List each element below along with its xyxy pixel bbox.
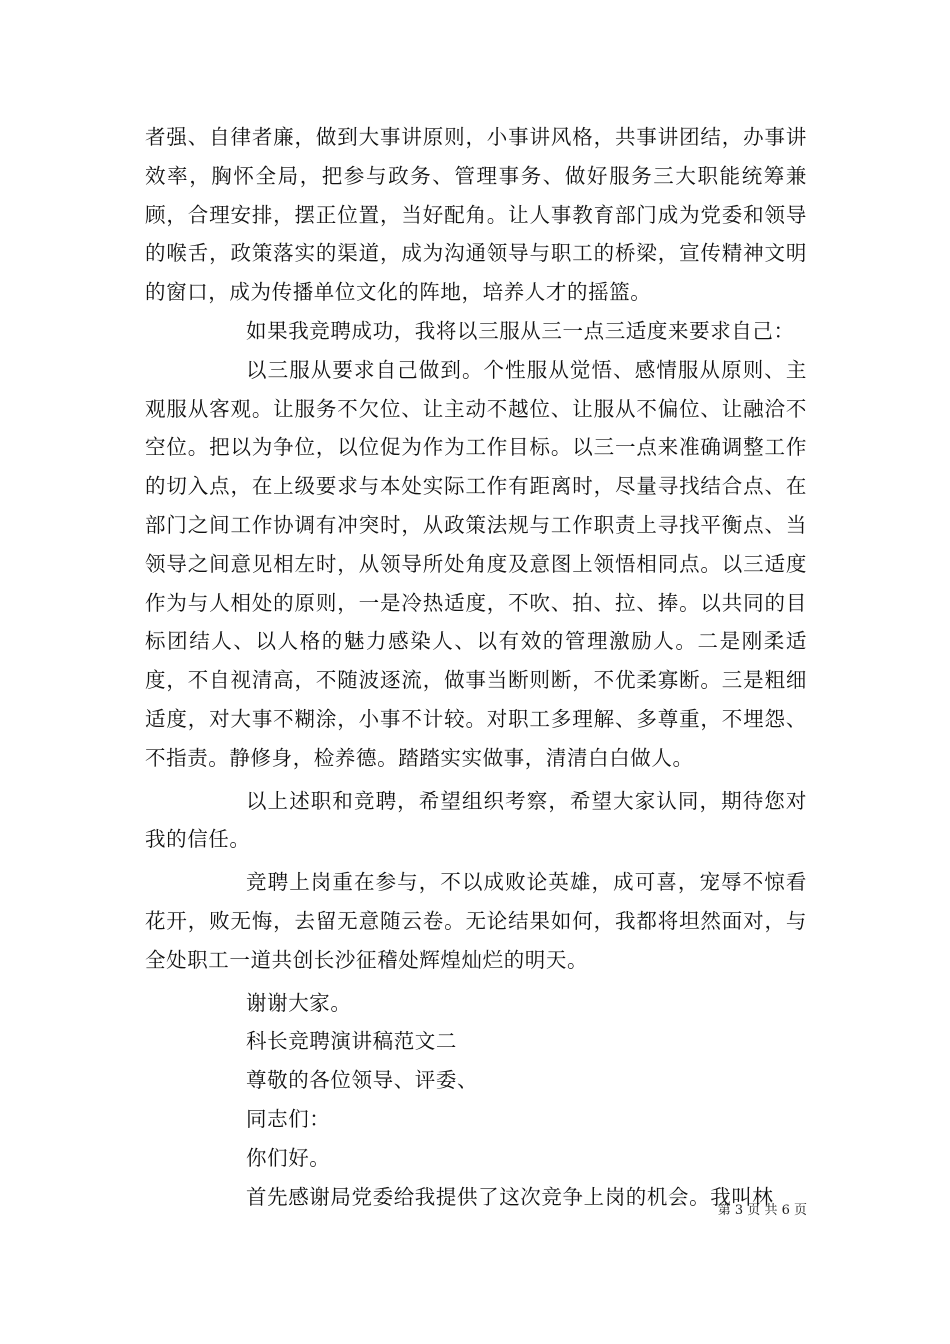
salutation-leaders: 尊敬的各位领导、评委、	[246, 1068, 479, 1093]
greeting: 你们好。	[246, 1145, 331, 1170]
paragraph-three-principles: 以三服从要求自己做到。个性服从觉悟、感情服从原则、主观服从客观。让服务不欠位、让主动不越位、让服从不偏位、让融洽不空位。把以为争位，以位促为作为工作目标。以三一点来准确调整工作的切入点，在上级要求与本处实际工作有距离时，尽量寻找结合点、在部门之间工作协调有冲突时，从政策法规与工作职责上寻找平衡点、当领导之间意见相左时，从领导所处角度及意图上领悟相同点。以三适度作为与人相处的原则，一是冷热适度，不吹、拍、拉、捧。以共同的目标团结人、以人格的魅力感染人、以有效的管理激励人。二是刚柔适度，不自视清高，不随波逐流，做事当断则断，不优柔寡断。三是粗细适度，对大事不糊涂，小事不计较。对职工多理解、多尊重，不埋怨、不指责。静修身，检养德。踏踏实实做事，清清白白做人。	[145, 357, 807, 770]
paragraph-commitment-intro: 如果我竞聘成功，我将以三服从三一点三适度来要求自己：	[246, 318, 795, 343]
paragraph-attitude: 竞聘上岗重在参与，不以成败论英雄，成可喜，宠辱不惊看花开，败无悔，去留无意随云卷。无论结果如何，我都将坦然面对，与全处职工一道共创长沙征稽处辉煌灿烂的明天。	[145, 870, 807, 972]
document-body	[145, 118, 807, 1216]
paragraph-opening: 首先感谢局党委给我提供了这次竞争上岗的机会。我叫林	[246, 1184, 774, 1209]
paragraph-closing-request: 以上述职和竞聘，希望组织考察，希望大家认同，期待您对我的信任。	[145, 788, 807, 852]
section-title-sample-two: 科长竞聘演讲稿范文二	[246, 1029, 457, 1054]
salutation-comrades: 同志们：	[246, 1106, 331, 1131]
paragraph-thanks: 谢谢大家。	[246, 990, 352, 1015]
paragraph-continued: 者强、自律者廉，做到大事讲原则，小事讲风格，共事讲团结，办事讲效率，胸怀全局，把参与政务、管理事务、做好服务三大职能统筹兼顾，合理安排，摆正位置，当好配角。让人事教育部门成为党委和领导的喉舌，政策落实的渠道，成为沟通领导与职工的桥梁，宣传精神文明的窗口，成为传播单位文化的阵地，培养人才的摇篮。	[145, 125, 807, 305]
page-number-footer: 第 3 页 共 6 页	[717, 1203, 807, 1218]
